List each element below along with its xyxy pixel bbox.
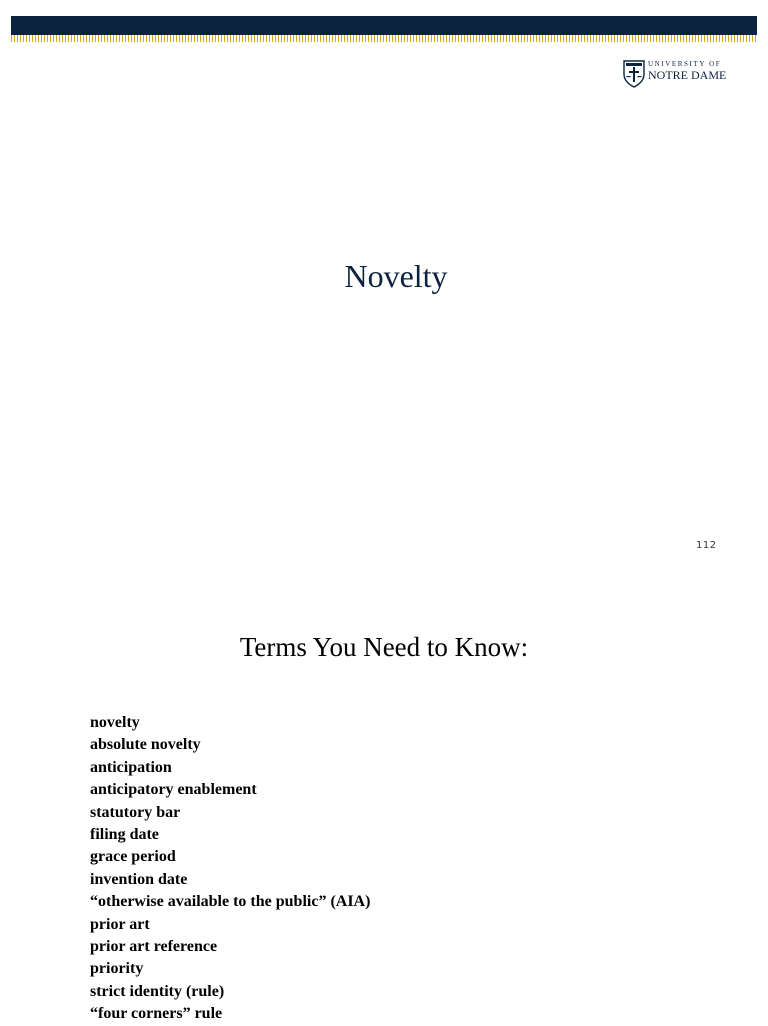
terms-list [90, 712, 370, 1026]
term-item: “otherwise available to the public” (AIA) [90, 893, 371, 911]
terms-heading: Terms You Need to Know: [239, 632, 529, 662]
term-item: statutory bar [90, 803, 181, 821]
term-item: filing date [90, 826, 159, 844]
term-item: invention date [90, 870, 188, 888]
header-bar [11, 16, 757, 35]
term-item: absolute novelty [90, 736, 201, 754]
term-item: strict identity (rule) [90, 982, 225, 1000]
term-item: prior art [90, 915, 150, 933]
logo-text-top: UNIVERSITY OF [648, 60, 722, 68]
term-item: anticipation [90, 758, 172, 776]
university-logo [623, 59, 743, 89]
term-item: priority [90, 960, 144, 978]
slide-title: Novelty [344, 258, 448, 294]
term-item: prior art reference [90, 938, 218, 956]
logo-text-main: NOTRE DAME [648, 68, 727, 82]
term-item: novelty [90, 714, 140, 731]
page-number: 112 [696, 540, 717, 551]
term-item: anticipatory enablement [90, 781, 257, 799]
shield-cross-icon [623, 60, 645, 88]
term-item: “four corners” rule [90, 1005, 223, 1023]
term-item: grace period [90, 848, 176, 866]
header-gold-trim [11, 35, 757, 42]
